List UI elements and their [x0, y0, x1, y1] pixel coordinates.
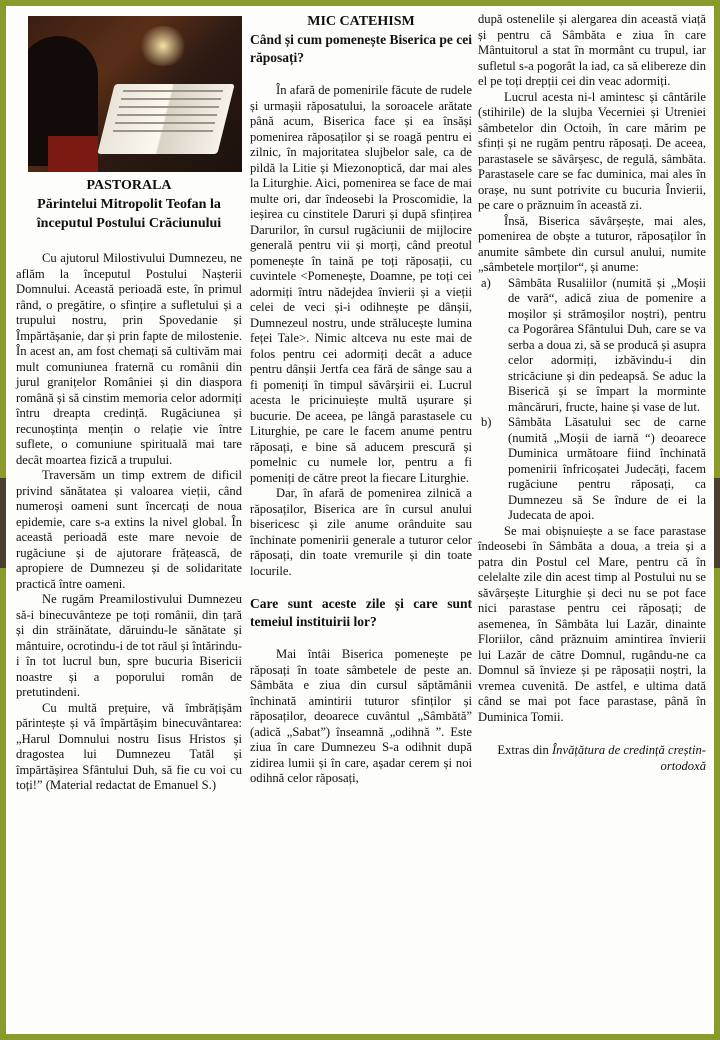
list-item: b) Sâmbăta Lăsatului sec de carne (numită „Moșii de iarnă “) deoarece Duminica următoare fiind închinată pomenirii înfricoșatei Judecăți, facem rugăciune pentru răposați, ca Dumnezeu să Se îndure de ei la Judecata de apoi. [481, 415, 706, 522]
photo-priest-reading-bible [28, 16, 242, 172]
paragraph: Cu multă prețuire, vă îmbrățișăm părintește și vă împărtășim binecuvântarea: „Harul Domnului nostru Iisus Hristos și dragostea lui Dumnezeu Tatăl și împărtășirea Sfântului Duh, să fie cu voi cu toți!” (Material redactat de Emanuel S.) [16, 700, 242, 792]
list-item: a) Sâmbăta Rusaliilor (numită și „Moșii de vară“, adică ziua de pomenire a moșilor și strămoșilor noștri), pentru ca Pogorârea Sfântului Duh, care se va serba a doua zi, să se producă și asupra celor adormiți, izbăvindu-i din stricăciune și din pedeapsă. Se aduc la Biserică și se împart la morminte mâncăruri, fructe, haine și vase de lut. [481, 275, 706, 414]
source-credit: Extras din Învățătura de credință creștin-ortodoxă [497, 743, 706, 773]
pastorala-subtitle: Părintelui Mitropolit Teofan la începutul Postului Crăciunului [36, 197, 222, 231]
pastorala-title: PASTORALA [86, 178, 172, 193]
paragraph: Însă, Biserica săvârșește, mai ales, pomenirea de obște a tuturor, răposaților în anumite sâmbete din cursul anului, numite „sâmbetele morților“, și anume: [478, 213, 706, 274]
source-title: Învățătura de credință creștin-ortodoxă [551, 743, 706, 773]
paragraph: Mai întâi Biserica pomenește pe răposați în toate sâmbetele de peste an. Sâmbăta e ziua din cursul săptămânii închinată amintirii tuturor sfinților și răposaților, deoarece cuvântul „Sâmbătă” (adică „Sabat”) înseamnă „odihnă ”. Este ziua în care Dumnezeu S-a odihnit după zidirea lumii și în care, așadar cerem și noi odihnă celor răposați, [250, 647, 472, 785]
column-continuation [478, 6, 706, 774]
paragraph: Dar, în afară de pomenirea zilnică a răposaților, Biserica are în cursul anului bisericesc și zile anume orânduite sau închinate pomenirii generale a tuturor celor răposați, din toate vremurile și din toate locurile. [250, 486, 472, 578]
memorial-days-list [478, 276, 706, 524]
question-heading: Care sunt aceste zile și care sunt temeiul instituirii lor? [250, 596, 472, 629]
catehism-title: MIC CATEHISM [307, 14, 415, 29]
paragraph: după ostenelile și alergarea din această viață și pentru că Sâmbăta e ziua în care Mântuitorul a stat în mormânt cu trupul, iar sufletul s-a pogorât la iad, ca să elibereze din el pe toți drepții cei din veac adormiți. [478, 12, 706, 88]
paragraph: Ne rugăm Preamilostivului Dumnezeu să-i binecuvânteze pe toți românii, din țară și din străinătate, dăruindu-le sănătate și mântuire, ocrotindu-i de tot răul și întărindu-i în tot lucrul bun, spre bucuria Bisericii noastre și a poporului român de pretutindeni. [16, 592, 242, 699]
paragraph: Lucrul acesta ni-l amintesc și cântările (stihirile) de la slujba Vecerniei și Utreniei sâmbetelor din Octoih, în care mărim pe sfinți și ne rugăm pentru răposați. De aceea, parastasele se săvârșesc, de regulă, sâmbăta. Parastasele care se fac duminica, mai ales în orașe, nu sunt potrivite cu bucuria Învierii, pe care o prăznuim în această zi. [478, 89, 706, 212]
paragraph: Cu ajutorul Milostivului Dumnezeu, ne aflăm la începutul Postului Nașterii Domnului. Această perioadă este, în primul rând, o pregătire, o sfințire a sufletului și a trupului nostru, prin Spovedanie și Împărtășanie, dar și prin fapte de milostenie. În acest an, am fost chemați să cultivăm mai mult comuniunea fraternă cu românii din jurul granițelor României și din diaspora română și să cinstim memoria celor adormiți întru dreapta credință. Rugăciunea și recunoștința mențin o relație vie între suflete, o comuniune spirituală mai tare decât moartea fizică a trupului. [16, 251, 242, 467]
question-heading: Când și cum pomenește Biserica pe cei răposați? [250, 32, 472, 65]
column-pastorala [16, 6, 242, 794]
paragraph: Traversăm un timp extrem de dificil privind sănătatea și valoarea vieții, când numeroși oameni sunt încercați de noua epidemie, care s-a extins la nivel global. În această perioadă este mare nevoie de rugăciune și de ajutorare frățească, de apropiere de Dumnezeu și de solidaritate practică între oameni. [16, 468, 242, 591]
paragraph: În afară de pomenirile făcute de rudele și urmașii răposatului, la soroacele arătate până acum, Biserica face și ea însăși pomenirea răposaților și se roagă pentru ei zilnic, în majoritatea slujbelor sale, ca de pildă la Litie și Miezonoptică, dar mai ales la Liturghie. Aici, pomenirea se face de mai multe ori, dar îndeosebi la Proscomidie, la ieșirea cu cinstitele Daruri și după sfințirea Darurilor, în cursul rugăciunii de mijlocire generală pentru vii și morți, când preotul pomenește în taină pe toți răposații, cu cuvintele <Pomenește, Doamne, pe toți cei adormiți întru nădejdea învierii și a vieții celei de veci și-i odihnește pe dânșii, Dumnezeul nostru, unde strălucește lumina feței Tale>. Nimic altceva nu este mai de folos pentru cei adormiți decât a aduce pentru dânșii Jertfa cea fără de sânge sau a fi pomeniți în timpul săvârșirii ei. Lucrul acesta le pricinuiește multă ușurare și bucurie. De aceea, pe lângă parastasele cu Liturghie, pe care le facem anume pentru răposați, e bine să aducem prescură și pomelnic cu numele lor, pentru a fi pomeniți de către preot la fiecare Liturghie. [250, 83, 472, 485]
paragraph: Se mai obișnuiește a se face parastase îndeosebi în Sâmbăta a doua, a treia și a patra din Postul cel Mare, pentru că în celelalte zile din acest timp al Postului nu se săvârșește Liturghie și deci nu se pot face nici parastase pentru cei răposați; de asemenea, în Sâmbăta lui Lazăr, dinainte Floriilor, când prăznuim amintirea învierii lui Lazăr de către Domnul, rugându-ne ca Domnul să învieze și pe răposații noștri, la vremea cuvenită. De astfel, e ultima dată când se mai pot face parastase, până în Duminica Tomii. [478, 523, 706, 724]
page [6, 6, 714, 1034]
column-catehism [250, 6, 472, 787]
